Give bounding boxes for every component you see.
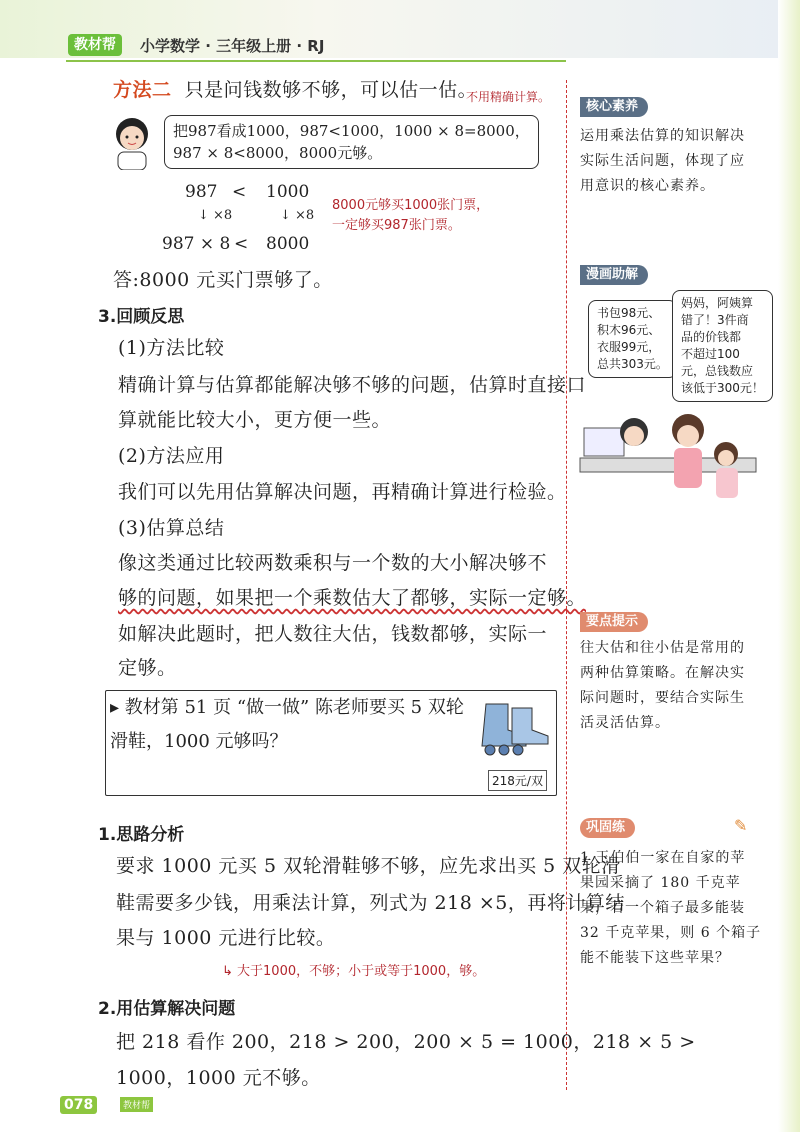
calc-lt-1: < <box>232 182 247 202</box>
calc-product: 987 × 8 <box>162 234 231 254</box>
method2-line: 方法二 只是问钱数够不够，可以估一估。 <box>113 79 478 101</box>
review-p1a: 精确计算与估算都能解决够不够的问题，估算时直接口 <box>118 374 587 396</box>
review-title: 3.回顾反思 <box>98 307 185 327</box>
exercise-line1: ▸ 教材第 51 页 “做一做” 陈老师要买 5 双轮 <box>110 697 464 718</box>
comic-bubble-2: 妈妈，阿姨算 错了！3件商 品的价钱都 不超过100 元，总钱数应 该低于300元！ <box>672 290 773 402</box>
practice-text: 1 王伯伯一家在自家的苹 果园采摘了 180 千克苹 果，若一个箱子最多能装 32 千克苹果，则 6 个箱子 能不能装下这些苹果？ <box>580 850 762 966</box>
estimate-p1: 把 218 看作 200，218 > 200，200 × 5 = 1000，218 × 5 > <box>116 1031 696 1053</box>
analysis-note: ↳ 大于1000，不够；小于或等于1000，够。 <box>222 964 486 979</box>
tag-comic: 漫画助解 <box>580 265 648 285</box>
core-text: 运用乘法估算的知识解决 实际生活问题，体现了应 用意识的核心素养。 <box>580 128 745 194</box>
tag-tips: 要点提示 <box>580 612 648 632</box>
header-rule <box>66 60 566 62</box>
review-p3b: 够的问题，如果把一个乘数估大了都够，实际一定够。 <box>118 587 587 609</box>
teacher-bubble: 把987看成1000，987<1000，1000 × 8=8000， 987 × 8<8000，8000元够。 <box>164 115 539 169</box>
estimate-title: 2.用估算解决问题 <box>98 999 236 1019</box>
comic-bubble-1: 书包98元、 积木96元、 衣服99元， 总共303元。 <box>588 300 677 378</box>
calc-lt-2: < <box>234 234 249 254</box>
calc-note: 8000元够买1000张门票， 一定够买987张门票。 <box>332 198 490 233</box>
comic-shop-illustration-icon <box>578 396 758 512</box>
estimate-p2: 1000，1000 元不够。 <box>116 1067 321 1089</box>
method2-note: 不用精确计算。 <box>466 90 551 104</box>
review-p2: 我们可以先用估算解决问题，再精确计算进行检验。 <box>118 481 567 503</box>
analysis-p2: 鞋需要多少钱，用乘法计算，列式为 218 ×5，再将计算结 <box>116 892 625 914</box>
review-s2: (2)方法应用 <box>118 445 225 467</box>
review-p3a: 像这类通过比较两数乘积与一个数的大小解决够不 <box>118 552 548 574</box>
method2-text: 只是问钱数够不够，可以估一估。 <box>184 79 478 101</box>
review-p3c: 如解决此题时，把人数往大估，钱数都够，实际一 <box>118 623 548 645</box>
tips-text: 往大估和往小估是常用的 两种估算策略。在解决实 际问题时，要结合实际生 活灵活估算。 <box>580 640 745 731</box>
tag-core: 核心素养 <box>580 97 648 117</box>
calc-987: 987 <box>185 182 218 202</box>
book-title: 小学数学 · 三年级上册 · RJ <box>140 37 325 55</box>
roller-skate-icon <box>472 698 552 756</box>
review-s3: (3)估算总结 <box>118 517 225 539</box>
review-p1b: 算就能比较大小，更方便一些。 <box>118 409 392 431</box>
price-tag: 218元/双 <box>488 770 547 791</box>
page-edge <box>778 0 800 1132</box>
exercise-line2: 滑鞋，1000 元够吗？ <box>110 731 288 752</box>
calc-1000: 1000 <box>266 182 310 202</box>
teacher-avatar-icon <box>108 112 156 170</box>
analysis-p1: 要求 1000 元买 5 双轮滑鞋够不够，应先求出买 5 双轮滑 <box>116 855 621 877</box>
calc-8000: 8000 <box>266 234 310 254</box>
analysis-p3: 果与 1000 元进行比较。 <box>116 927 336 949</box>
page-number: 078 <box>60 1096 97 1114</box>
analysis-title: 1.思路分析 <box>98 825 185 845</box>
review-p3d: 定够。 <box>118 657 177 679</box>
pencil-icon: ✎ <box>734 816 748 835</box>
footer-tag: 教材帮 <box>120 1097 153 1112</box>
review-s1: (1)方法比较 <box>118 337 225 359</box>
calc-arrow-2: ↓ ×8 <box>280 208 315 223</box>
tag-practice: 巩固练 <box>580 818 635 838</box>
logo: 教材帮 <box>68 34 122 56</box>
calc-arrow-1: ↓ ×8 <box>198 208 233 223</box>
answer: 答:8000 元买门票够了。 <box>113 269 333 291</box>
